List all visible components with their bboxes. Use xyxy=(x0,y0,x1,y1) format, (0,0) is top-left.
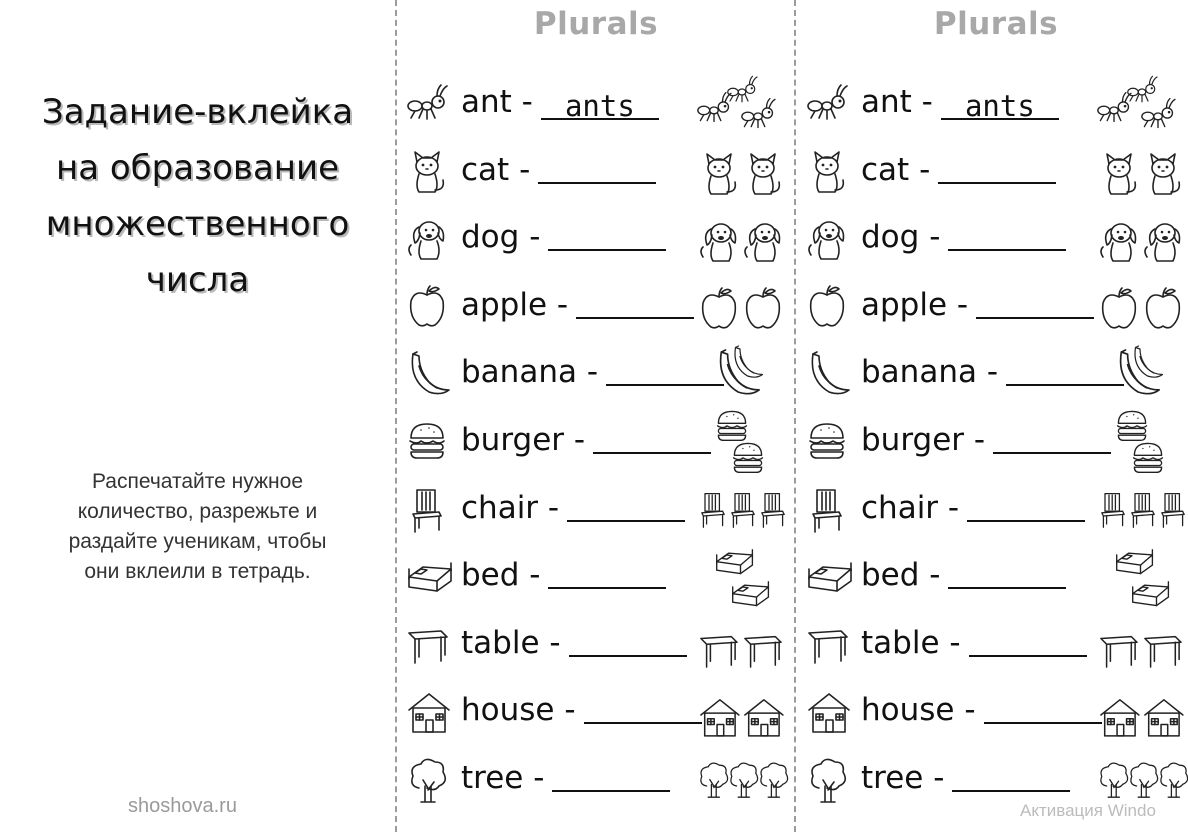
singular-word: ant xyxy=(861,84,912,120)
plural-exercise-row xyxy=(797,412,1188,472)
apple-icon xyxy=(807,285,851,329)
singular-word: tree xyxy=(461,760,524,796)
exercise-line xyxy=(861,486,1085,530)
dash: - xyxy=(556,286,569,323)
plural-exercise-row xyxy=(397,344,795,404)
plural-exercise-row xyxy=(797,615,1188,675)
plural-exercise-row xyxy=(397,547,795,607)
bed-icon xyxy=(407,555,451,599)
card-title: Plurals xyxy=(933,6,1059,42)
plural-exercise-row xyxy=(397,682,795,742)
dash: - xyxy=(956,286,969,323)
singular-word: table xyxy=(461,624,540,661)
instructions-text xyxy=(0,467,395,587)
bed-icon xyxy=(807,555,851,599)
tables-icon xyxy=(697,615,789,675)
exercise-line xyxy=(461,486,685,530)
dash: - xyxy=(921,84,933,120)
dash: - xyxy=(919,151,931,188)
site-credit: shoshova.ru xyxy=(128,795,237,817)
singular-word: banana xyxy=(461,354,577,391)
dash: - xyxy=(529,557,541,594)
answer-blank[interactable] xyxy=(576,283,694,319)
answer-blank[interactable] xyxy=(552,756,670,792)
plural-exercise-row xyxy=(397,209,795,269)
answer-blank[interactable] xyxy=(593,418,711,454)
house-icon xyxy=(407,690,451,734)
answer-blank[interactable] xyxy=(569,621,687,657)
watermark-text: Активация Windo xyxy=(1020,801,1156,820)
burger-icon xyxy=(807,420,851,464)
exercise-line xyxy=(861,553,1066,597)
exercise-line xyxy=(461,553,666,597)
apples-icon xyxy=(1097,277,1188,337)
dash: - xyxy=(929,557,941,594)
answer-blank[interactable] xyxy=(993,418,1111,454)
exercise-line xyxy=(861,756,1070,800)
answer-blank[interactable] xyxy=(548,553,666,589)
answer-blank[interactable] xyxy=(952,756,1070,792)
instructions-line: количество, разрежьте и xyxy=(77,500,318,523)
cat-icon xyxy=(807,150,851,194)
exercise-line xyxy=(461,621,687,665)
answer-blank[interactable] xyxy=(984,688,1102,724)
answer-blank[interactable] xyxy=(969,621,1087,657)
exercise-line xyxy=(861,688,1102,732)
dash: - xyxy=(564,692,576,729)
task-title-line: множественного xyxy=(45,204,350,244)
burger-icon xyxy=(407,420,451,464)
dash: - xyxy=(586,354,599,391)
answer-blank[interactable] xyxy=(976,283,1094,319)
task-title-line: на образование xyxy=(55,148,340,188)
plurals-card xyxy=(397,0,795,832)
answer-blank[interactable] xyxy=(967,486,1085,522)
dash: - xyxy=(519,151,531,188)
task-title-line: Задание-вклейка xyxy=(41,92,354,132)
answer-blank[interactable] xyxy=(567,486,685,522)
dog-icon xyxy=(407,217,451,261)
singular-word: house xyxy=(861,692,955,729)
dash: - xyxy=(973,422,986,458)
plural-exercise-row xyxy=(397,142,795,202)
exercise-line xyxy=(461,756,670,800)
beds-icon xyxy=(1097,547,1188,607)
trees-icon xyxy=(697,750,789,810)
ant-icon xyxy=(407,82,451,126)
bananas-icon xyxy=(697,344,789,404)
plural-exercise-row xyxy=(797,682,1188,742)
answer-blank[interactable] xyxy=(948,553,1066,589)
dash: - xyxy=(986,354,999,391)
instructions-panel xyxy=(0,0,395,832)
dash: - xyxy=(573,422,586,458)
singular-word: apple xyxy=(461,286,548,323)
exercise-line xyxy=(861,148,1056,192)
exercise-line xyxy=(461,80,659,124)
plural-exercise-row xyxy=(397,74,795,134)
singular-word: apple xyxy=(861,286,948,323)
plural-exercise-row xyxy=(797,277,1188,337)
answer-blank[interactable] xyxy=(538,148,656,184)
singular-word: tree xyxy=(861,760,924,796)
dog-icon xyxy=(807,217,851,261)
plural-exercise-row xyxy=(397,750,795,810)
exercise-line xyxy=(861,350,1124,394)
instructions-line: они вклеили в тетрадь. xyxy=(84,560,311,583)
plural-exercise-row xyxy=(397,480,795,540)
tables-icon xyxy=(1097,615,1188,675)
singular-word: burger xyxy=(861,422,965,458)
dogs-icon xyxy=(697,209,789,269)
task-title xyxy=(0,84,395,308)
table-icon xyxy=(407,623,451,667)
dash: - xyxy=(549,624,561,661)
dash: - xyxy=(529,219,541,256)
plural-exercise-row xyxy=(797,480,1188,540)
tree-icon xyxy=(807,758,851,802)
dash: - xyxy=(929,219,941,256)
chairs-icon xyxy=(1097,480,1188,540)
exercise-line xyxy=(461,350,724,394)
banana-icon xyxy=(807,352,851,396)
plural-exercise-row xyxy=(797,209,1188,269)
exercise-line xyxy=(461,148,656,192)
answer-blank[interactable] xyxy=(541,84,659,123)
apples-icon xyxy=(697,277,789,337)
chairs-icon xyxy=(697,480,789,540)
plural-exercise-row xyxy=(397,277,795,337)
exercise-line xyxy=(861,621,1087,665)
exercise-line xyxy=(461,688,702,732)
dash: - xyxy=(947,489,960,526)
exercise-line xyxy=(861,418,1111,462)
chair-icon xyxy=(807,488,851,532)
houses-icon xyxy=(697,682,789,742)
exercise-line xyxy=(861,80,1059,124)
singular-word: chair xyxy=(861,489,939,526)
beds-icon xyxy=(697,547,789,607)
answer-blank[interactable] xyxy=(548,215,666,251)
instructions-line: раздайте ученикам, чтобы xyxy=(68,530,327,553)
singular-word: house xyxy=(461,692,555,729)
ants-icon xyxy=(697,74,789,134)
dash: - xyxy=(964,692,976,729)
answer-blank[interactable] xyxy=(938,148,1056,184)
plural-exercise-row xyxy=(397,615,795,675)
exercise-line xyxy=(461,283,694,327)
task-title-line: числа xyxy=(145,260,250,300)
cat-icon xyxy=(407,150,451,194)
ant-icon xyxy=(807,82,851,126)
dogs-icon xyxy=(1097,209,1188,269)
answer-text: ants xyxy=(564,89,635,123)
ants-icon xyxy=(1097,74,1188,134)
dash: - xyxy=(533,760,545,796)
cats-icon xyxy=(697,142,789,202)
exercise-line xyxy=(861,215,1066,259)
singular-word: bed xyxy=(861,557,920,594)
singular-word: dog xyxy=(861,219,920,256)
exercise-line xyxy=(461,215,666,259)
answer-blank[interactable] xyxy=(948,215,1066,251)
dash: - xyxy=(521,84,533,120)
answer-blank[interactable] xyxy=(584,688,702,724)
chair-icon xyxy=(407,488,451,532)
singular-word: ant xyxy=(461,84,512,120)
burgers-icon xyxy=(1097,412,1188,472)
plural-exercise-row xyxy=(797,547,1188,607)
card-title: Plurals xyxy=(533,6,659,42)
singular-word: dog xyxy=(461,219,520,256)
singular-word: cat xyxy=(861,151,910,188)
singular-word: bed xyxy=(461,557,520,594)
dash: - xyxy=(547,489,560,526)
table-icon xyxy=(807,623,851,667)
dash: - xyxy=(949,624,961,661)
singular-word: table xyxy=(861,624,940,661)
singular-word: cat xyxy=(461,151,510,188)
dash: - xyxy=(933,760,945,796)
banana-icon xyxy=(407,352,451,396)
plural-exercise-row xyxy=(797,74,1188,134)
answer-blank[interactable] xyxy=(941,84,1059,123)
burgers-icon xyxy=(697,412,789,472)
answer-text: ants xyxy=(964,89,1035,123)
apple-icon xyxy=(407,285,451,329)
houses-icon xyxy=(1097,682,1188,742)
plural-exercise-row xyxy=(397,412,795,472)
plural-exercise-row xyxy=(797,344,1188,404)
instructions-line: Распечатайте нужное xyxy=(91,470,304,493)
plurals-card xyxy=(797,0,1188,832)
exercise-line xyxy=(861,283,1094,327)
tree-icon xyxy=(407,758,451,802)
singular-word: burger xyxy=(461,422,565,458)
bananas-icon xyxy=(1097,344,1188,404)
singular-word: chair xyxy=(461,489,539,526)
house-icon xyxy=(807,690,851,734)
exercise-line xyxy=(461,418,711,462)
singular-word: banana xyxy=(861,354,977,391)
plural-exercise-row xyxy=(797,142,1188,202)
cats-icon xyxy=(1097,142,1188,202)
